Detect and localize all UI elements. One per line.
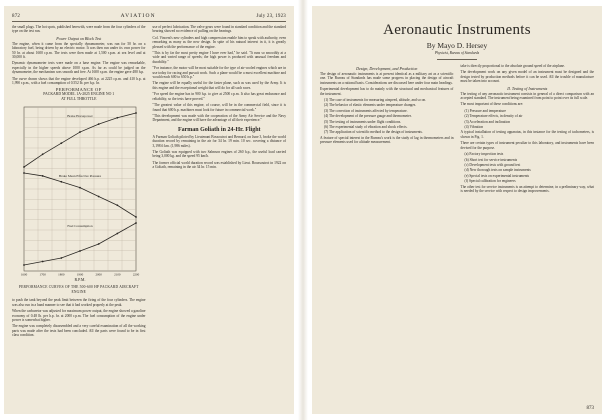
series-label: Brake Horsepower: [67, 114, 93, 119]
author-affiliation: Physicist, Bureau of Standards: [434, 51, 480, 55]
data-point: [116, 205, 118, 207]
left-page: [4, 6, 294, 414]
paragraph: the small plugs. The hot spots, published herewith, were made from the four cylinders of the type on the test run.: [12, 25, 146, 34]
list-item: (e) Special tests on experimental instruments: [464, 173, 530, 178]
paragraph: A feature of special interest in the Bureau's work is the study of lag in thermometers and in pressure elements used for altitude measurement.: [320, 135, 454, 145]
paragraph: The development work on any given model of an instrument must be designed and the design tested by production methods before it can be used. All the trouble of manufacture must be taken into account.: [460, 70, 594, 84]
chart-x-axis-label: R.P.M.: [74, 277, 86, 283]
x-tick-label: 1800: [58, 272, 65, 277]
chart-x-ticks: [21, 273, 140, 277]
header-rule: [12, 21, 286, 22]
paragraph: The engine was completely disassembled and a very careful examination of all the working parts was made after the tests had been concluded. All the parts were found to be in first class condition.: [12, 324, 146, 338]
article-title: Aeronautic Instruments: [383, 22, 531, 38]
page-number-bottom: 873: [586, 406, 594, 411]
paragraph: The testing of any aeronautic instrument consists in general of a direct comparison with an accepted standard. The instrument being examined from point to point over its full scale.: [460, 91, 594, 101]
paragraph: take is directly proportional to the absolute ground speed of the airplane.: [460, 64, 565, 68]
subheading: Power Output on Block Test: [56, 35, 102, 41]
data-point: [79, 251, 81, 253]
title-rule: [437, 59, 477, 60]
data-point: [135, 113, 137, 115]
paragraph: The most important of these conditions are:: [460, 102, 524, 107]
issue-date: July 23, 1923: [256, 13, 286, 19]
data-point: [60, 181, 62, 183]
data-point: [60, 258, 62, 260]
x-tick-label: 1600: [20, 272, 28, 277]
data-point: [23, 265, 25, 267]
list-item: (3) The correction of instruments affected by temperature.: [324, 108, 408, 113]
list-item: (f) Special calibration for engineers: [464, 179, 516, 184]
series-label: Fuel Consumption: [67, 224, 93, 229]
paragraph: to push the tank beyond the peak limit between the firing of the four cylinders. The engine was also run in a hand manner to see that it had worked properly at the peak.: [12, 298, 146, 307]
list-item: (5) The testing of instruments under flight conditions.: [324, 119, 402, 124]
performance-chart: [12, 103, 142, 283]
paragraph: "This development was made with the cooperation of the Army Air Service and the Navy Department, and the engine will have the advantage of all their experience.": [152, 113, 286, 123]
x-tick-label: 2000: [95, 272, 102, 277]
x-tick-label: 2100: [114, 272, 121, 277]
list-item: (7) The application of scientific method to the design of instruments.: [324, 130, 423, 135]
x-tick-label: 2200: [132, 272, 140, 277]
chart-caption: PERFORMANCE CURVES OF THE 500-600 HP PACKARD AIRCRAFT ENGINE: [18, 285, 139, 294]
x-tick-label: 1700: [39, 272, 46, 277]
data-point: [98, 244, 100, 246]
data-point: [60, 143, 62, 145]
list-item: (6) The experimental study of vibration and shock effects.: [324, 125, 408, 130]
data-point: [135, 217, 137, 219]
left-column-2: [153, 25, 287, 340]
paragraph: Col. Vincent's new cylinders and high compression enable him to speak with authority, even remarking as many as the new design. In spite of his natural interest in it, it is greatly pleased with the performance of the engine.: [152, 35, 286, 49]
article-heading: Farman Goliath in 24-Hr. Flight: [177, 126, 261, 133]
paragraph: There are certain types of instrument peculiar to this laboratory, and instruments have been devised for the purpose.: [460, 141, 594, 150]
page-number-top: 872: [12, 13, 21, 19]
data-point: [98, 124, 100, 126]
chart-subheading-2: AT FULL THROTTLE: [61, 96, 97, 101]
paragraph: The Goliath was equipped with two Salmson engines of 260 h.p., the useful load carried being 3,000 kg. and the speed 95 km/h.: [152, 149, 286, 159]
paragraph: The design of aeronautic instruments is at present identical as a military art as a scientific one. The Bureau of Standards has made some progress in placing the design of aircraft instruments on a rational basis. Considerations are discussed here under four main headings.: [320, 72, 454, 85]
book-gutter: [298, 0, 308, 420]
paragraph: "This is by far the most pretty engine I have ever had," he said. "It runs so smoothly at a wide and varied range of speeds; the high power is produced with unusual freedom and durability.": [152, 51, 286, 64]
list-item: (1) Pressure and temperature: [464, 108, 506, 113]
data-point: [79, 132, 81, 134]
article-author: By Mayo D. Hersey: [426, 41, 488, 50]
paragraph: A Farman Goliath piloted by Lieutenant Bossoutrot and Bernard, on June 3, broke the world duration record by remaining in the air for 34 hr. 19 min. 10 sec. covering a distance of 3,198.6 km. (1,986 miles).: [152, 134, 286, 148]
list-item: (2) The behavior of elastic elements under temperature changes.: [324, 103, 417, 108]
journal-name: AVIATION: [120, 13, 156, 19]
list-item: (4) Vibration: [464, 125, 484, 130]
series-label: Brake Mean Effective Pressure: [58, 174, 102, 179]
paragraph: The former official world duration record was established by Lieut. Boussoutrot in 1922 on a Goliath, remaining in the air 34 hr. 15 min.: [152, 160, 286, 170]
right-columns: [320, 64, 594, 195]
data-point: [135, 223, 137, 225]
left-column-1: [12, 25, 146, 340]
paragraph: use of perfect lubrication. The valve gears were found in standard condition and the standard bearing showed no evidence of pulling on the bearings.: [152, 25, 286, 34]
right-column-1: [320, 64, 454, 195]
list-item: (2) Temperature effects, in density of air: [464, 114, 523, 119]
data-point: [98, 196, 100, 198]
list-item: (b) Short test for service instruments: [464, 157, 518, 162]
paragraph: The engine, when it came from the specially dynamometer, was run for 50 hr. on a laboratory fuel, being driven by an electric motor. It was then run under its own power for 50 hr. at about 1600 r.p.m. The tests were then made at 1,500 r.p.m. at sea level and at 30,000 ft.: [12, 41, 146, 60]
paragraph: The engine will be equally useful for the faster plane, such as was used by the Army. It is this engine and the exceptional weight that will do for all such races.: [152, 81, 286, 90]
left-columns: [12, 25, 286, 340]
data-point: [23, 173, 25, 175]
subheading: II. Testing of Instruments: [507, 85, 548, 91]
list-item: (3) Acceleration and inclination: [464, 119, 511, 124]
paragraph: "For instance, the motor will be most suitable for the type of air-cooled engines which are in use today for racing and pursuit work. Such a plane would be a most excellent machine and would reach 600 to 650 h.p.": [152, 66, 286, 80]
paragraph: Dynamic dynamometer tests were made on a base engine. The engine was remarkable, especially in the higher speeds above 1000 r.p.m. As far as could be judged on the dynamometer, the mechanism was smooth and free. At 1600 r.p.m. the engine gave 480 h.p.: [12, 61, 146, 75]
list-item: (c) Development tests with ground test: [464, 162, 521, 167]
data-point: [116, 117, 118, 119]
paragraph: The curve drawn shows that the engine developed 466 h.p. at 2225 r.p.m. and 410 h.p. at 1,990 r.p.m., with a fuel consumption of 0.552 lb. per h.p. hr.: [12, 76, 146, 86]
list-item: (1) The case of instruments for measuring airspeed, altitude, and so on.: [324, 98, 427, 103]
subheading: Design, Development, and Production: [356, 66, 418, 71]
running-head: [12, 12, 286, 20]
data-point: [79, 187, 81, 189]
paragraph: The other test for service instruments is an attempt to determine, in a preliminary way, what is needed by the service with respect to design improvements.: [460, 184, 594, 193]
paragraph: A typical installation of testing apparatus, in this instance for the testing of tachometers, is shown in Fig. 1.: [460, 130, 594, 139]
chart-heading: PERFORMANCE OF: [55, 87, 102, 93]
performance-chart-svg: [12, 103, 142, 283]
paragraph: "For speed the engine has in 900 h.p. to give at 2500 r.p.m. It also has great endurance and reliability, so the tests have proved.": [152, 92, 286, 101]
chart-subheading: PACKARD MODEL 1A-2025 ENGINE NO 1: [43, 92, 115, 97]
list-item: (a) Factory inspection tests: [464, 152, 504, 157]
x-tick-label: 1900: [76, 272, 84, 277]
data-point: [42, 261, 44, 263]
right-column-2: [461, 64, 595, 195]
paragraph: When the carburetor was adjusted for maximum power output, the engine showed a gasoline economy of 0.48 lb. per h.p. hr. at 2000 r.p.m. The fuel consumption of the engine under power is somewhat higher.: [12, 309, 146, 322]
paragraph: "The greatest value of this engine, of course, will be in the commercial field, since it is found that 600 h.p. machines must look for future in commercial work.": [152, 103, 286, 112]
data-point: [42, 176, 44, 178]
right-page: [312, 6, 602, 414]
data-point: [23, 167, 25, 169]
list-item: (d) New thorough tests on sample instruments: [464, 168, 531, 173]
paragraph: Experimental development has to do mainly with the structural and mechanical features of the instrument.: [320, 87, 454, 96]
data-point: [116, 233, 118, 235]
list-item: (4) The development of the pressure gauge and thermometer.: [324, 114, 412, 119]
data-point: [42, 154, 44, 156]
